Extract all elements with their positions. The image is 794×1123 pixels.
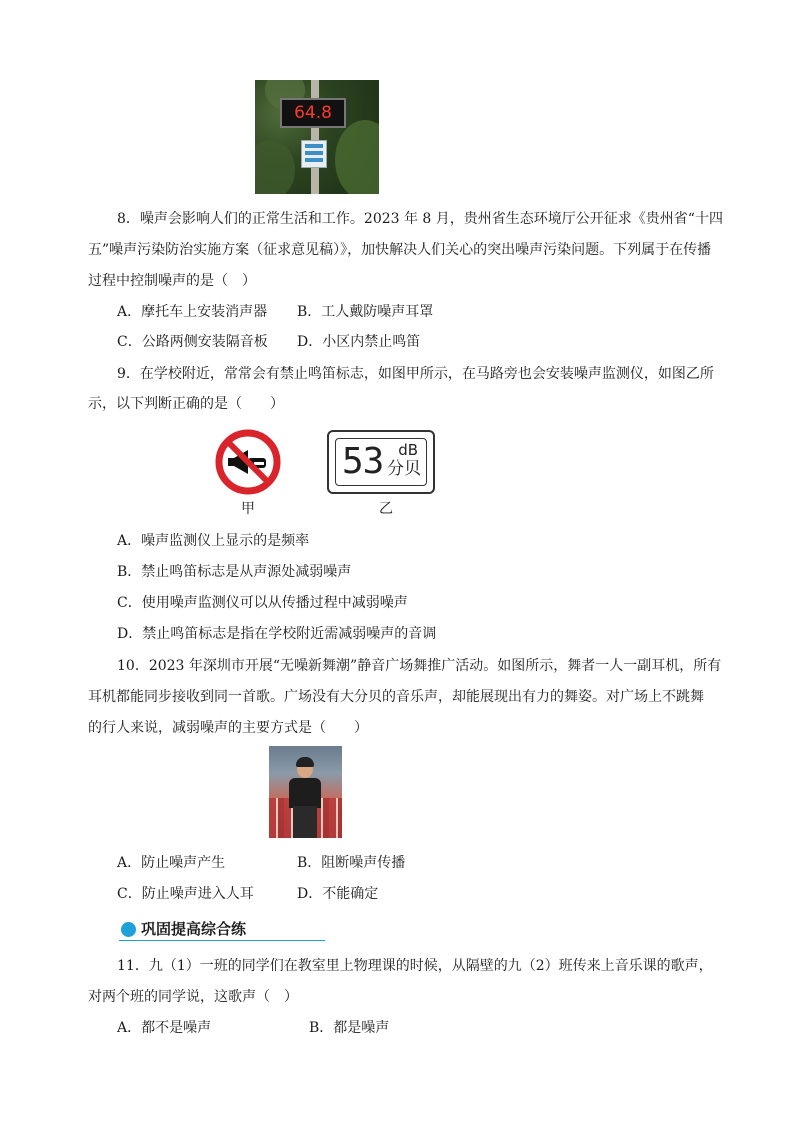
q10-option-a[interactable]: A．防止噪声产生 <box>117 855 226 871</box>
q11-line-2: 对两个班的同学说，这歌声（ ） <box>88 989 298 1005</box>
q8-option-a[interactable]: A．摩托车上安装消声器 <box>117 304 268 320</box>
q10-option-d[interactable]: D．不能确定 <box>297 886 379 902</box>
section-underline <box>119 940 325 941</box>
q8-line-3: 过程中控制噪声的是（ ） <box>88 273 256 289</box>
q9-line-1: 9．在学校附近，常常会有禁止鸣笛标志，如图甲所示，在马路旁也会安装噪声监测仪，如图乙所 <box>117 366 714 382</box>
q9-option-c[interactable]: C．使用噪声监测仪可以从传播过程中减弱噪声 <box>117 595 408 611</box>
q8-line-1: 8．噪声会影响人们的正常生活和工作。2023 年 8 月，贵州省生态环境厅公开征求《贵州省“十四 <box>117 211 723 227</box>
q10-line-1: 10．2023 年深圳市开展“无噪新舞潮”静音广场舞推广活动。如图所示，舞者一人一副耳机，所有 <box>117 658 722 674</box>
q8-line-2: 五”噪声污染防治实施方案（征求意见稿）》，加快解决人们关心的突出噪声污染问题。下列属于在传播 <box>88 242 712 258</box>
q9-option-a[interactable]: A．噪声监测仪上显示的是频率 <box>117 533 310 549</box>
noise-monitor-photo <box>255 80 379 194</box>
meter-unit-fenbei: 分贝 <box>387 459 421 479</box>
q11-line-1: 11．九（1）一班的同学们在教室里上物理课的时候，从隔壁的九（2）班传来上音乐课的歌声， <box>117 958 713 974</box>
q10-line-3: 的行人来说，减弱噪声的主要方式是（ ） <box>88 720 368 736</box>
section-title: 巩固提高综合练 <box>141 920 247 938</box>
figure-caption-yi: 乙 <box>379 501 393 517</box>
q10-line-2: 耳机都能同步接收到同一首歌。广场没有大分贝的音乐声，却能展现出有力的舞姿。对广场上不跳舞 <box>88 689 704 705</box>
meter-unit-db: dB <box>398 441 418 459</box>
q9-line-2: 示，以下判断正确的是（ ） <box>88 396 284 412</box>
q8-option-c[interactable]: C．公路两侧安装隔音板 <box>117 334 268 350</box>
q8-option-b[interactable]: B．工人戴防噪声耳罩 <box>297 304 434 320</box>
q10-option-b[interactable]: B．阻断噪声传播 <box>297 855 406 871</box>
noise-meter-display <box>327 430 435 494</box>
monitor-display: 64.8 <box>280 98 346 128</box>
meter-value: 53 <box>342 441 384 482</box>
monitor-info-panel <box>301 140 327 168</box>
no-horn-sign-icon <box>214 428 282 500</box>
q8-option-d[interactable]: D．小区内禁止鸣笛 <box>297 334 421 350</box>
q10-option-c[interactable]: C．防止噪声进入人耳 <box>117 886 254 902</box>
section-bullet-icon <box>121 922 136 937</box>
figure-caption-jia: 甲 <box>241 501 255 517</box>
q9-option-d[interactable]: D．禁止鸣笛标志是指在学校附近需减弱噪声的音调 <box>117 626 437 642</box>
section-header <box>119 919 325 941</box>
q11-option-b[interactable]: B．都是噪声 <box>309 1020 390 1036</box>
silent-dance-photo <box>269 746 342 838</box>
q11-option-a[interactable]: A．都不是噪声 <box>117 1020 212 1036</box>
q9-option-b[interactable]: B．禁止鸣笛标志是从声源处减弱噪声 <box>117 564 352 580</box>
